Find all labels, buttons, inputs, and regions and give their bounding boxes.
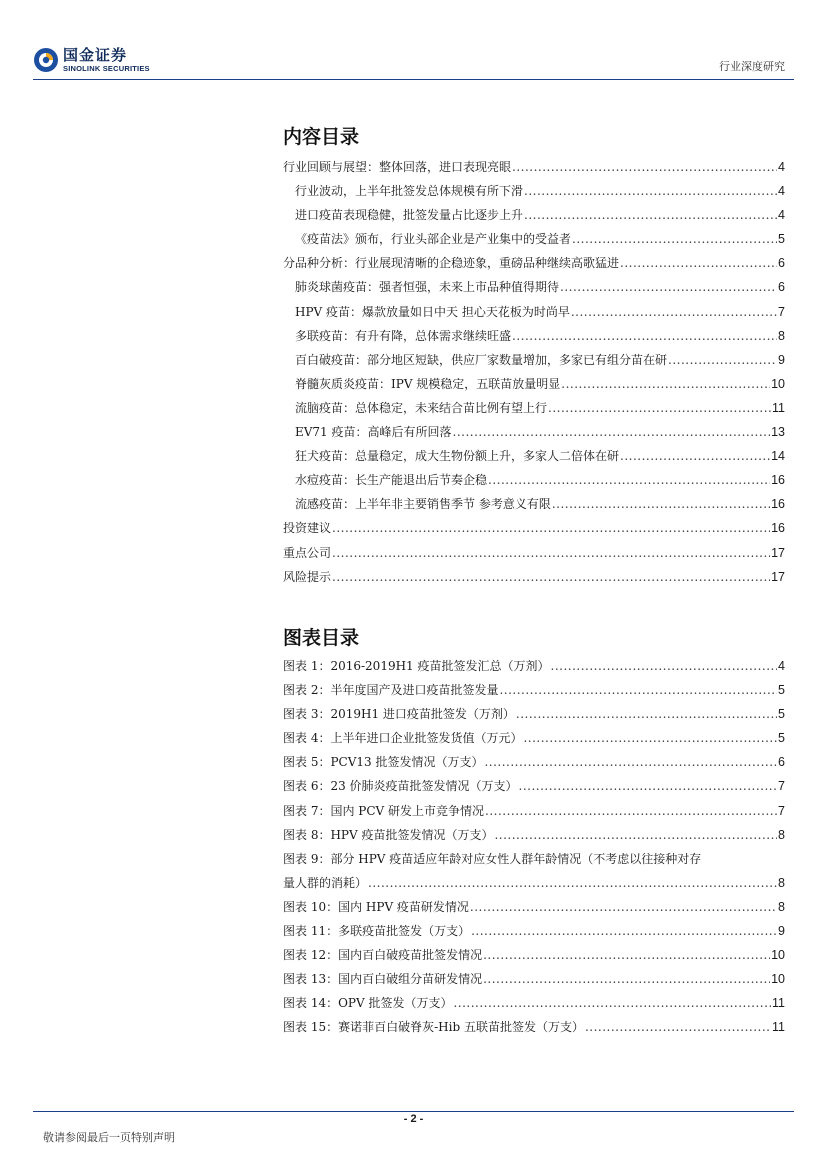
entry-title: 图表 14：OPV 批签发（万支）: [283, 996, 453, 1011]
dot-leader: [524, 179, 777, 203]
dot-leader: [572, 227, 777, 251]
footer-divider: [33, 1111, 794, 1112]
toc-entry[interactable]: [283, 516, 785, 540]
entry-page-number: 7: [778, 803, 785, 818]
toc-entry[interactable]: [283, 468, 785, 492]
toc-entry[interactable]: [283, 203, 785, 227]
entry-title: 投资建议: [283, 521, 332, 536]
entry-title-continued: 量人群的消耗）: [283, 875, 368, 890]
entry-page-number: 7: [778, 779, 785, 794]
entry-page-number: 11: [772, 1020, 785, 1035]
dot-leader: [484, 750, 777, 774]
dot-leader: [368, 871, 777, 895]
toc-entry[interactable]: [283, 372, 785, 396]
toc-entry[interactable]: [283, 420, 785, 444]
toc-list: [283, 155, 785, 589]
toc-entry[interactable]: [283, 179, 785, 203]
toc-entry[interactable]: [283, 348, 785, 372]
entry-page-number: 8: [778, 827, 785, 842]
entry-title: 《疫苗法》颁布，行业头部企业是产业集中的受益者: [295, 232, 572, 247]
entry-title: 行业回顾与展望：整体回落，进口表现亮眼: [283, 160, 512, 174]
entry-title: 图表 11：多联疫苗批签发（万支）: [283, 924, 471, 939]
toc-entry[interactable]: [283, 300, 785, 324]
entry-title: 图表 4：上半年进口企业批签发货值（万元）: [283, 731, 523, 746]
entry-page-number: 5: [778, 232, 785, 247]
entry-page-number: 8: [778, 899, 785, 914]
entry-page-number: 16: [771, 473, 785, 488]
figure-entry[interactable]: [283, 967, 785, 991]
dot-leader: [512, 155, 777, 179]
company-logo: [33, 47, 150, 73]
entry-title: 分品种分析：行业展现清晰的企稳迹象，重磅品种继续高歌猛进: [283, 256, 620, 271]
dot-leader: [519, 774, 778, 798]
figure-entry[interactable]: [283, 991, 785, 1015]
toc-title: 内容目录: [283, 126, 360, 148]
entry-title: EV71 疫苗：高峰后有所回落: [295, 425, 452, 440]
figure-entry[interactable]: [283, 654, 785, 678]
toc-entry[interactable]: [283, 444, 785, 468]
figure-entry[interactable]: [283, 774, 785, 798]
entry-title: 图表 2：半年度国产及进口疫苗批签发量: [283, 683, 499, 698]
entry-page-number: 4: [778, 184, 785, 199]
dot-leader: [585, 1015, 771, 1039]
entry-title: 图表 1：2016-2019H1 疫苗批签发汇总（万剂）: [283, 659, 550, 673]
dot-leader: [668, 348, 777, 372]
entry-title: 流感疫苗：上半年非主要销售季节 参考意义有限: [295, 497, 551, 512]
entry-title: 百白破疫苗：部分地区短缺，供应厂家数量增加，多家已有组分苗在研: [295, 352, 668, 367]
entry-title: 行业波动，上半年批签发总体规模有所下滑: [295, 184, 524, 199]
entry-page-number: 16: [771, 521, 785, 536]
dot-leader: [470, 895, 777, 919]
entry-title: 进口疫苗表现稳健，批签发量占比逐步上升: [295, 208, 524, 223]
entry-page-number: 6: [778, 280, 785, 295]
toc-entry[interactable]: [283, 324, 785, 348]
entry-page-number: 7: [778, 304, 785, 319]
entry-page-number: 13: [771, 425, 785, 440]
figure-entry[interactable]: [283, 847, 785, 895]
entry-title: 图表 10：国内 HPV 疫苗研发情况: [283, 899, 469, 914]
logo-icon: [33, 47, 59, 73]
entry-page-number: 8: [778, 875, 785, 890]
toc-entry[interactable]: [283, 565, 785, 589]
figures-title: 图表目录: [283, 627, 360, 649]
figure-entry[interactable]: [283, 895, 785, 919]
entry-page-number: 8: [778, 328, 785, 343]
entry-title: 肺炎球菌疫苗：强者恒强，未来上市品种值得期待: [295, 280, 560, 295]
dot-leader: [488, 468, 770, 492]
entry-title: 多联疫苗：有升有降，总体需求继续旺盛: [295, 328, 512, 343]
figure-entry[interactable]: [283, 678, 785, 702]
figure-entry[interactable]: [283, 726, 785, 750]
entry-title: 图表 6：23 价肺炎疫苗批签发情况（万支）: [283, 779, 518, 794]
entry-page-number: 6: [778, 755, 785, 770]
entry-page-number: 4: [778, 160, 785, 174]
toc-entry[interactable]: [283, 227, 785, 251]
dot-leader: [499, 678, 777, 702]
toc-entry[interactable]: [283, 275, 785, 299]
toc-entry[interactable]: [283, 492, 785, 516]
entry-title: 水痘疫苗：长生产能退出后节奏企稳: [295, 473, 488, 488]
figure-entry[interactable]: [283, 823, 785, 847]
entry-page-number: 10: [771, 376, 785, 391]
entry-page-number: 6: [778, 256, 785, 271]
dot-leader: [453, 991, 771, 1015]
entry-title: 风险提示: [283, 569, 332, 584]
entry-page-number: 17: [771, 569, 785, 584]
entry-title: 图表 7：国内 PCV 研发上市竞争情况: [283, 803, 485, 818]
entry-page-number: 5: [778, 731, 785, 746]
entry-title: 图表 3：2019H1 进口疫苗批签发（万剂）: [283, 707, 515, 722]
entry-title: 图表 9：部分 HPV 疫苗适应年龄对应女性人群年龄情况（不考虑以往接种对存: [283, 851, 702, 866]
dot-leader: [620, 444, 770, 468]
dot-leader: [485, 799, 777, 823]
figure-entry[interactable]: [283, 799, 785, 823]
entry-title: 图表 12：国内百白破疫苗批签发情况: [283, 948, 483, 963]
dot-leader: [548, 396, 771, 420]
figure-entry[interactable]: [283, 919, 785, 943]
dot-leader: [523, 726, 777, 750]
entry-page-number: 9: [778, 924, 785, 939]
entry-title: 图表 13：国内百白破组分苗研发情况: [283, 972, 483, 987]
entry-page-number: 5: [778, 707, 785, 722]
entry-title: 图表 5：PCV13 批签发情况（万支）: [283, 755, 484, 770]
entry-page-number: 11: [772, 996, 785, 1011]
report-category: 行业深度研究: [719, 60, 785, 73]
disclaimer-note: 敬请参阅最后一页特别声明: [43, 1131, 175, 1144]
dot-leader: [471, 919, 777, 943]
dot-leader: [483, 943, 770, 967]
dot-leader: [620, 251, 777, 275]
dot-leader: [551, 654, 778, 678]
logo-en-text: SINOLINK SECURITIES: [63, 63, 150, 73]
entry-page-number: 11: [772, 400, 785, 415]
entry-page-number: 16: [771, 497, 785, 512]
page-number: - 2 -: [403, 1113, 424, 1125]
figure-entry[interactable]: [283, 1015, 785, 1039]
entry-page-number: 9: [778, 352, 785, 367]
logo-cn-text: 国金证券: [63, 45, 128, 64]
dot-leader: [516, 702, 777, 726]
toc-entry[interactable]: [283, 396, 785, 420]
header-divider: [33, 79, 794, 80]
figure-entry[interactable]: [283, 750, 785, 774]
entry-title: 脊髓灰质炎疫苗：IPV 规模稳定，五联苗放量明显: [295, 376, 561, 391]
entry-title: HPV 疫苗：爆款放量如日中天 担心天花板为时尚早: [295, 304, 570, 319]
figures-list: [283, 654, 785, 1040]
page-header: [0, 0, 827, 84]
figure-entry[interactable]: [283, 943, 785, 967]
entry-page-number: 4: [778, 659, 785, 673]
dot-leader: [561, 372, 770, 396]
dot-leader: [494, 823, 777, 847]
dot-leader: [524, 203, 777, 227]
dot-leader: [332, 516, 770, 540]
entry-title: 重点公司: [283, 545, 332, 560]
toc-entry[interactable]: [283, 251, 785, 275]
dot-leader: [332, 541, 770, 565]
dot-leader: [332, 565, 770, 589]
entry-page-number: 10: [771, 948, 785, 963]
entry-page-number: 17: [771, 545, 785, 560]
figure-entry[interactable]: [283, 702, 785, 726]
dot-leader: [552, 492, 770, 516]
entry-page-number: 14: [771, 449, 785, 464]
dot-leader: [512, 324, 777, 348]
dot-leader: [483, 967, 770, 991]
entry-title: 流脑疫苗：总体稳定，未来结合苗比例有望上行: [295, 400, 548, 415]
entry-title: 狂犬疫苗：总量稳定，成大生物份额上升，多家人二倍体在研: [295, 449, 620, 464]
entry-page-number: 5: [778, 683, 785, 698]
dot-leader: [453, 420, 771, 444]
dot-leader: [571, 300, 777, 324]
toc-entry[interactable]: [283, 541, 785, 565]
dot-leader: [560, 275, 777, 299]
toc-entry[interactable]: [283, 155, 785, 179]
entry-title: 图表 15：赛诺菲百白破脊灰-Hib 五联苗批签发（万支）: [283, 1020, 584, 1035]
entry-page-number: 10: [771, 972, 785, 987]
entry-title: 图表 8：HPV 疫苗批签发情况（万支）: [283, 827, 494, 842]
entry-page-number: 4: [778, 208, 785, 223]
